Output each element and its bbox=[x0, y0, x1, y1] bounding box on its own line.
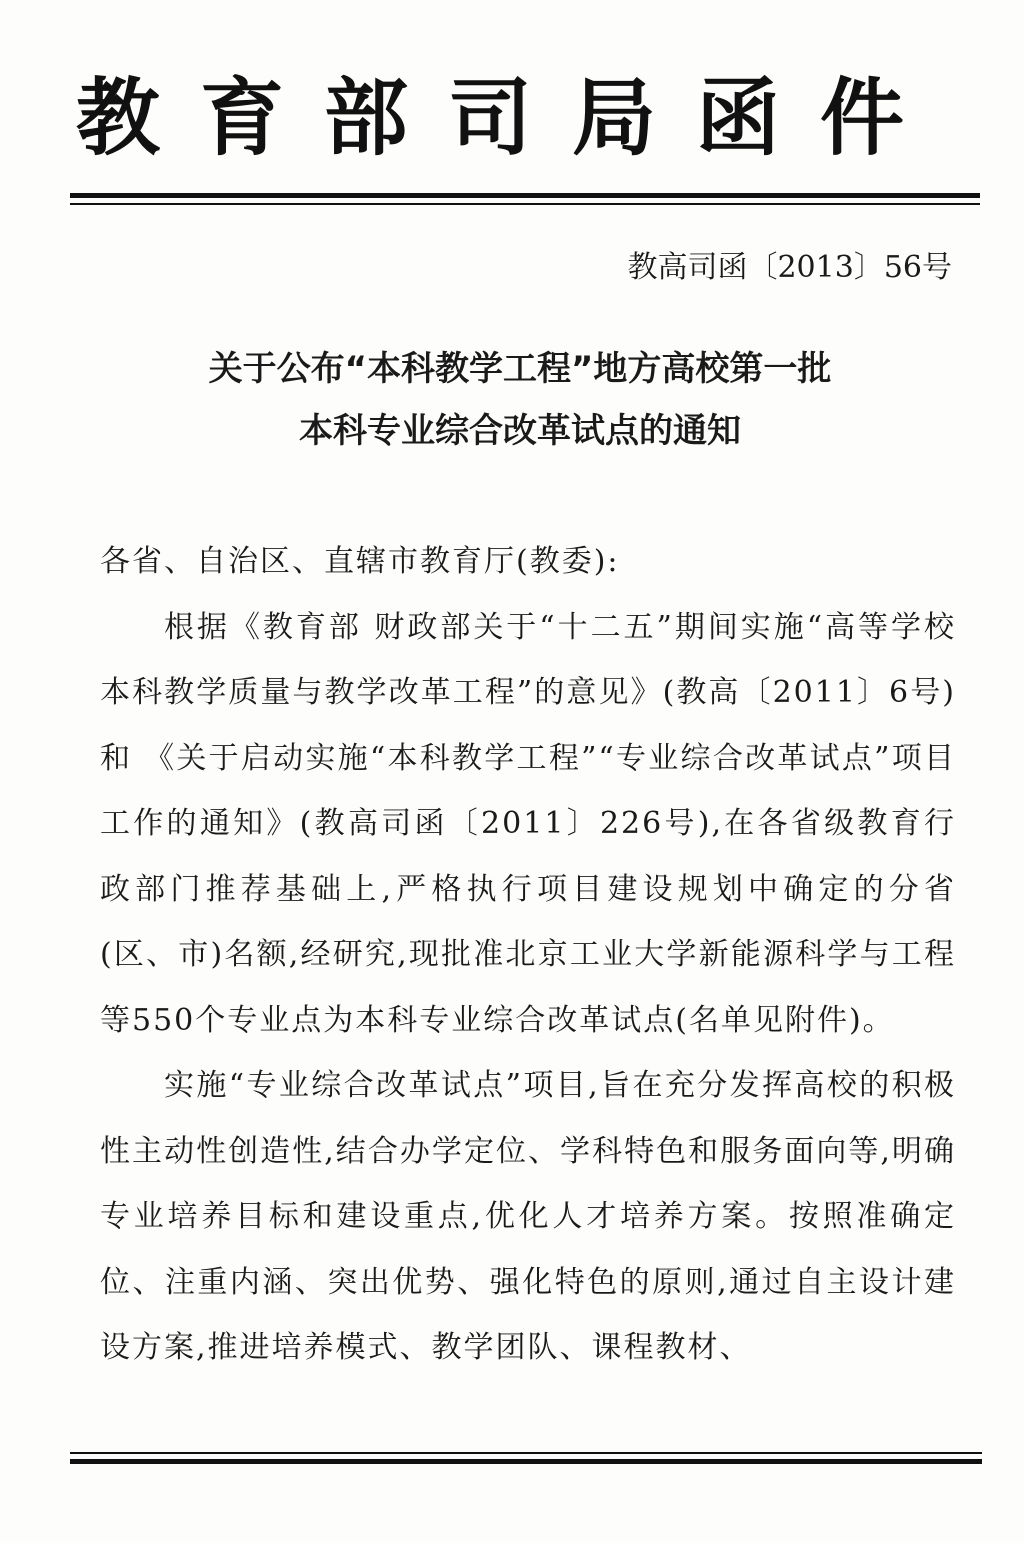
document-title-line-2: 本科专业综合改革试点的通知 bbox=[299, 411, 741, 451]
paragraph-1: 根据《教育部 财政部关于“十二五”期间实施“高等学校本科教学质量与教学改革工程”的意见》(教高〔2011〕6号)和 《关于启动实施“本科教学工程”“专业综合改革试点”项目工作的通知》(教高司函〔2011〕226号),在各省级教育行政部门推荐基础上,严格执行项目建设规划中确定的分省(区、市)名额,经研究,现批准北京工业大学新能源科学与工程等550个专业点为本科专业综合改革试点(名单见附件)。 bbox=[100, 609, 956, 1038]
salutation: 各省、自治区、直辖市教育厅(教委): bbox=[100, 544, 620, 579]
paragraph-2: 实施“专业综合改革试点”项目,旨在充分发挥高校的积极性主动性创造性,结合办学定位、学科特色和服务面向等,明确专业培养目标和建设重点,优化人才培养方案。按照准确定位、注重内涵、突出优势、强化特色的原则,通过自主设计建设方案,推进培养模式、教学团队、课程教材、 bbox=[100, 1068, 956, 1365]
masthead-rule-thick bbox=[70, 193, 980, 198]
document-body bbox=[100, 529, 956, 1381]
document-title-line-1: 关于公布“本科教学工程”地方高校第一批 bbox=[208, 349, 832, 389]
masthead-rule-thin bbox=[70, 203, 980, 205]
document-title bbox=[80, 338, 960, 462]
footer-rule-thin bbox=[70, 1452, 982, 1454]
masthead-title: 教育部司局函件 bbox=[75, 69, 944, 167]
document-number: 教高司函〔2013〕56号 bbox=[627, 250, 952, 285]
footer-rule-thick bbox=[70, 1459, 982, 1464]
